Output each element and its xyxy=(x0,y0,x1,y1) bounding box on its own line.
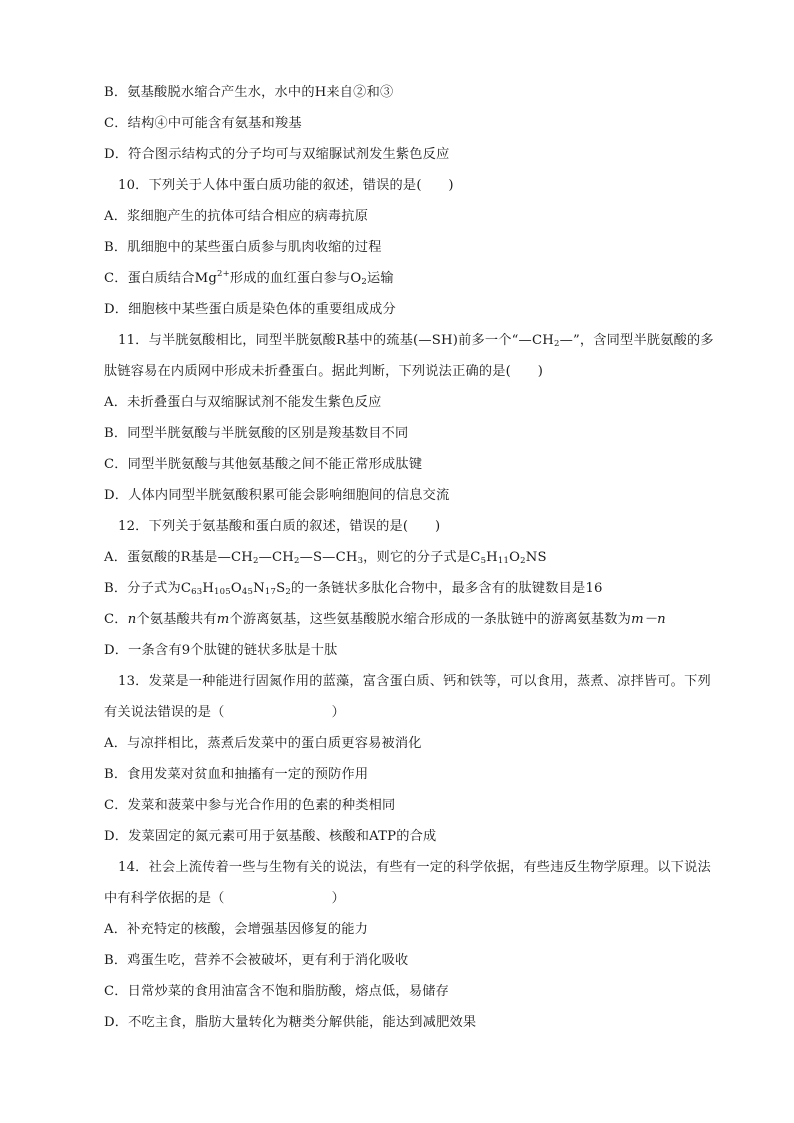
q9-option-b: B．氨基酸脱水缩合产生水，水中的H来自②和③ xyxy=(104,85,394,100)
q12-a-t2: —CH xyxy=(258,550,294,565)
q12-a-s1: 2 xyxy=(252,556,259,566)
q12-stem: 12．下列关于氨基酸和蛋白质的叙述，错误的是( ) xyxy=(118,519,441,534)
q11-option-d: D．人体内同型半胱氨酸积累可能会影响细胞间的信息交流 xyxy=(104,488,450,503)
q13-option-c: C．发菜和菠菜中参与光合作用的色素的种类相同 xyxy=(104,798,396,813)
q10-stem: 10．下列关于人体中蛋白质功能的叙述，错误的是( ) xyxy=(118,178,454,193)
q12-b-t2: H xyxy=(202,581,215,596)
q12-b-s2: 105 xyxy=(214,587,231,597)
q11-stem-line2: 肽链容易在内质网中形成未折叠蛋白。据此判断，下列说法正确的是( ) xyxy=(104,364,544,379)
q12-c-n: n xyxy=(127,612,137,627)
q10-c-sub: 2 xyxy=(361,277,368,287)
q11-stem-sub: 2 xyxy=(553,339,560,349)
q12-c-t3: 个游离氨基，这些氨基酸脱水缩合形成的一条肽链中的游离氨基数为 xyxy=(229,612,632,627)
q12-option-d: D．一条含有9个肽键的链状多肽是十肽 xyxy=(104,643,338,658)
q12-b-s3: 45 xyxy=(241,587,254,597)
q9-option-c: C．结构④中可能含有氨基和羧基 xyxy=(104,116,302,131)
q12-b-t1: B．分子式为C xyxy=(104,581,192,596)
q14-stem-line1: 14．社会上流传着一些与生物有关的说法，有些有一定的科学依据，有些违反生物学原理。以下说法 xyxy=(118,860,711,875)
q12-a-t6: O xyxy=(509,550,521,565)
q13-option-a: A．与凉拌相比，蒸煮后发菜中的蛋白质更容易被消化 xyxy=(104,736,422,751)
q12-b-s1: 63 xyxy=(191,587,203,597)
q12-a-s3: 3 xyxy=(357,556,364,566)
q14-option-c: C．日常炒菜的食用油富含不饱和脂肪酸，熔点低，易储存 xyxy=(104,984,449,999)
q12-c-m: m xyxy=(216,612,230,627)
q9-option-d: D．符合图示结构式的分子均可与双缩脲试剂发生紫色反应 xyxy=(104,147,450,162)
q10-c-sup: 2+ xyxy=(216,269,230,279)
q13-option-d: D．发菜固定的氮元素可用于氨基酸、核酸和ATP的合成 xyxy=(104,829,437,844)
q14-option-a: A．补充特定的核酸，会增强基因修复的能力 xyxy=(104,922,369,937)
q13-option-b: B．食用发菜对贫血和抽搐有一定的预防作用 xyxy=(104,767,369,782)
q12-c-t2: 个氨基酸共有 xyxy=(136,612,217,627)
q12-c-expr: m－n xyxy=(631,612,666,627)
q10-c-mid: 形成的血红蛋白参与O xyxy=(229,271,362,286)
q11-option-b: B．同型半胱氨酸与半胱氨酸的区别是羧基数目不同 xyxy=(104,426,409,441)
q12-a-t5: H xyxy=(486,550,498,565)
q10-option-b: B．肌细胞中的某些蛋白质参与肌肉收缩的过程 xyxy=(104,240,382,255)
q11-option-a: A．未折叠蛋白与双缩脲试剂不能发生紫色反应 xyxy=(104,395,382,410)
q12-a-t4: ，则它的分子式是C xyxy=(363,550,481,565)
q12-option-b xyxy=(104,580,603,598)
q12-a-s5: 11 xyxy=(497,556,510,566)
q11-stem-post: —”，含同型半胱氨酸的多 xyxy=(559,333,714,348)
q10-option-d: D．细胞核中某些蛋白质是染色体的重要组成成分 xyxy=(104,302,396,317)
q13-stem-line2: 有关说法错误的是（ ） xyxy=(104,705,345,720)
q10-c-post: 运输 xyxy=(367,271,394,286)
q13-stem-line1: 13．发菜是一种能进行固氮作用的蓝藻，富含蛋白质、钙和铁等，可以食用，蒸煮、凉拌皆可。下列 xyxy=(118,674,711,689)
q12-a-t1: A．蛋氨酸的R基是—CH xyxy=(104,550,253,565)
q11-stem-pre: 11．与半胱氨酸相比，同型半胱氨酸R基中的巯基(—SH)前多一个“—CH xyxy=(118,333,554,348)
q12-option-c xyxy=(104,611,666,629)
q11-option-c: C．同型半胱氨酸与其他氨基酸之间不能正常形成肽键 xyxy=(104,457,423,472)
q11-stem-line1 xyxy=(118,332,714,350)
q12-b-s5: 2 xyxy=(285,587,291,597)
q12-a-s4: 5 xyxy=(480,556,487,566)
q10-option-a: A．浆细胞产生的抗体可结合相应的病毒抗原 xyxy=(104,209,369,224)
q12-a-s2: 2 xyxy=(293,556,300,566)
q14-option-b: B．鸡蛋生吃，营养不会被破坏，更有利于消化吸收 xyxy=(104,953,409,968)
q12-a-t7: NS xyxy=(525,550,547,565)
q12-a-s6: 2 xyxy=(520,556,526,566)
q12-b-t3: O xyxy=(230,581,242,596)
q12-b-s4: 17 xyxy=(264,587,277,597)
q12-b-t4: N xyxy=(253,581,265,596)
q10-c-pre: C．蛋白质结合Mg xyxy=(104,271,217,286)
q12-a-t3: —S—CH xyxy=(299,550,358,565)
q12-option-a xyxy=(104,549,547,567)
q14-stem-line2: 中有科学依据的是（ ） xyxy=(104,891,345,906)
q12-c-t1: C． xyxy=(104,612,128,627)
q12-b-t5: S xyxy=(276,581,286,596)
q10-option-c xyxy=(104,270,394,288)
q12-b-t6: 的一条链状多肽化合物中，最多含有的肽键数目是16 xyxy=(290,581,603,596)
q14-option-d: D．不吃主食，脂肪大量转化为糖类分解供能，能达到减肥效果 xyxy=(104,1015,477,1030)
